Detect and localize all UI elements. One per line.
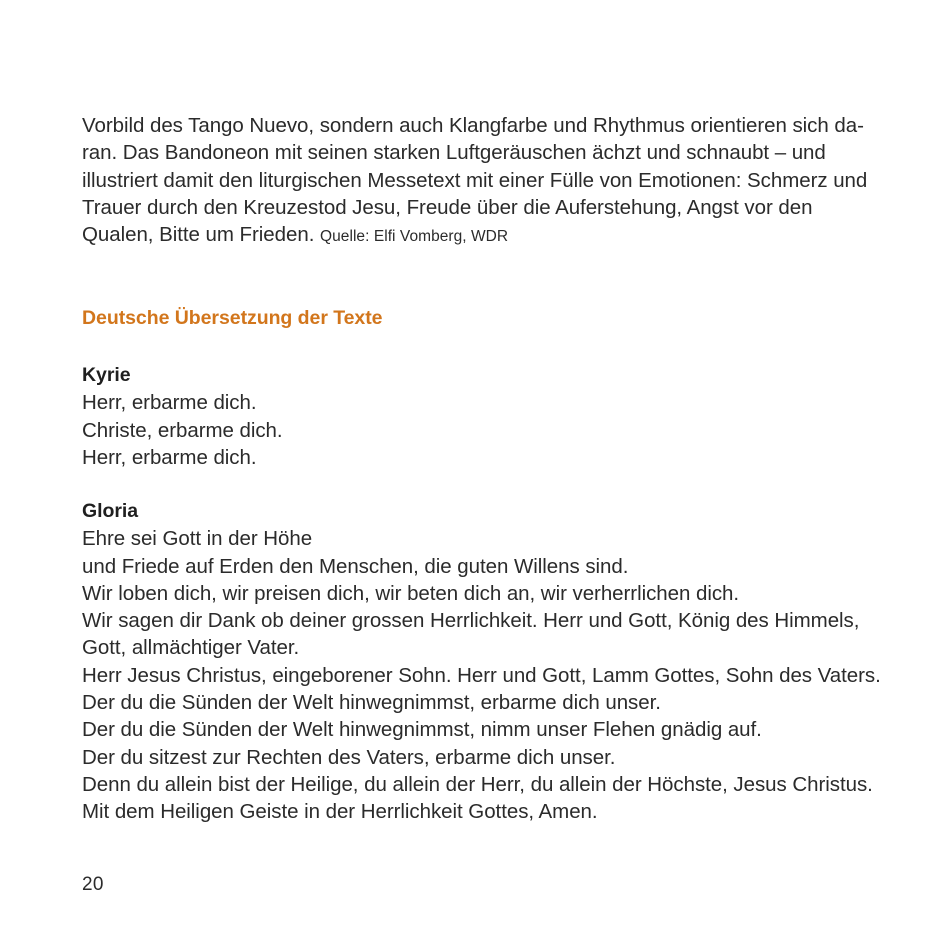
movement-line: Mit dem Heiligen Geiste in der Herrlichkeit Gottes, Amen. bbox=[82, 800, 598, 824]
page-number: 20 bbox=[82, 874, 104, 895]
movement-line: Der du die Sünden der Welt hinwegnimmst, erbarme dich unser. bbox=[82, 691, 661, 715]
intro-line: Qualen, Bitte um Frieden. bbox=[82, 223, 315, 247]
movement-line: Gott, allmächtiger Vater. bbox=[82, 636, 300, 660]
movement-line: Wir sagen dir Dank ob deiner grossen Herrlichkeit. Herr und Gott, König des Himmels, bbox=[82, 609, 860, 633]
section-heading: Deutsche Übersetzung der Texte bbox=[82, 307, 383, 329]
movement-line: Herr, erbarme dich. bbox=[82, 445, 257, 469]
movement-line: Herr, erbarme dich. bbox=[82, 391, 257, 415]
intro-line: Vorbild des Tango Nuevo, sondern auch Klangfarbe und Rhythmus orientieren sich da- bbox=[82, 114, 864, 137]
movement-block-kyrie bbox=[82, 362, 850, 471]
movement-line: Herr Jesus Christus, eingeborener Sohn. Herr und Gott, Lamm Gottes, Sohn des Vaters. bbox=[82, 663, 881, 687]
page-content bbox=[82, 112, 881, 824]
movement-line: und Friede auf Erden den Menschen, die guten Willens sind. bbox=[82, 554, 629, 578]
source-attribution: Quelle: Elfi Vomberg, WDR bbox=[320, 228, 509, 246]
intro-line: illustriert damit den liturgischen Messetext mit einer Fülle von Emotionen: Schmerz und bbox=[82, 168, 868, 192]
movement-line: Der du die Sünden der Welt hinwegnimmst, nimm unser Flehen gnädig auf. bbox=[82, 718, 762, 742]
movement-block-gloria bbox=[82, 498, 881, 826]
movement-title: Gloria bbox=[82, 500, 139, 522]
intro-line: Trauer durch den Kreuzestod Jesu, Freude über die Auferstehung, Angst vor den bbox=[82, 195, 813, 219]
movement-line: Denn du allein bist der Heilige, du allein der Herr, du allein der Höchste, Jesus Christus. bbox=[82, 772, 873, 796]
movement-line: Der du sitzest zur Rechten des Vaters, erbarme dich unser. bbox=[82, 745, 616, 769]
movement-title: Kyrie bbox=[82, 364, 131, 386]
intro-line: ran. Das Bandoneon mit seinen starken Luftgeräuschen ächzt und schnaubt – und bbox=[82, 141, 826, 165]
movement-line: Christe, erbarme dich. bbox=[82, 418, 283, 442]
movement-line: Ehre sei Gott in der Höhe bbox=[82, 527, 313, 551]
movement-line: Wir loben dich, wir preisen dich, wir beten dich an, wir verherrlichen dich. bbox=[82, 581, 740, 605]
intro-paragraph bbox=[82, 112, 868, 250]
